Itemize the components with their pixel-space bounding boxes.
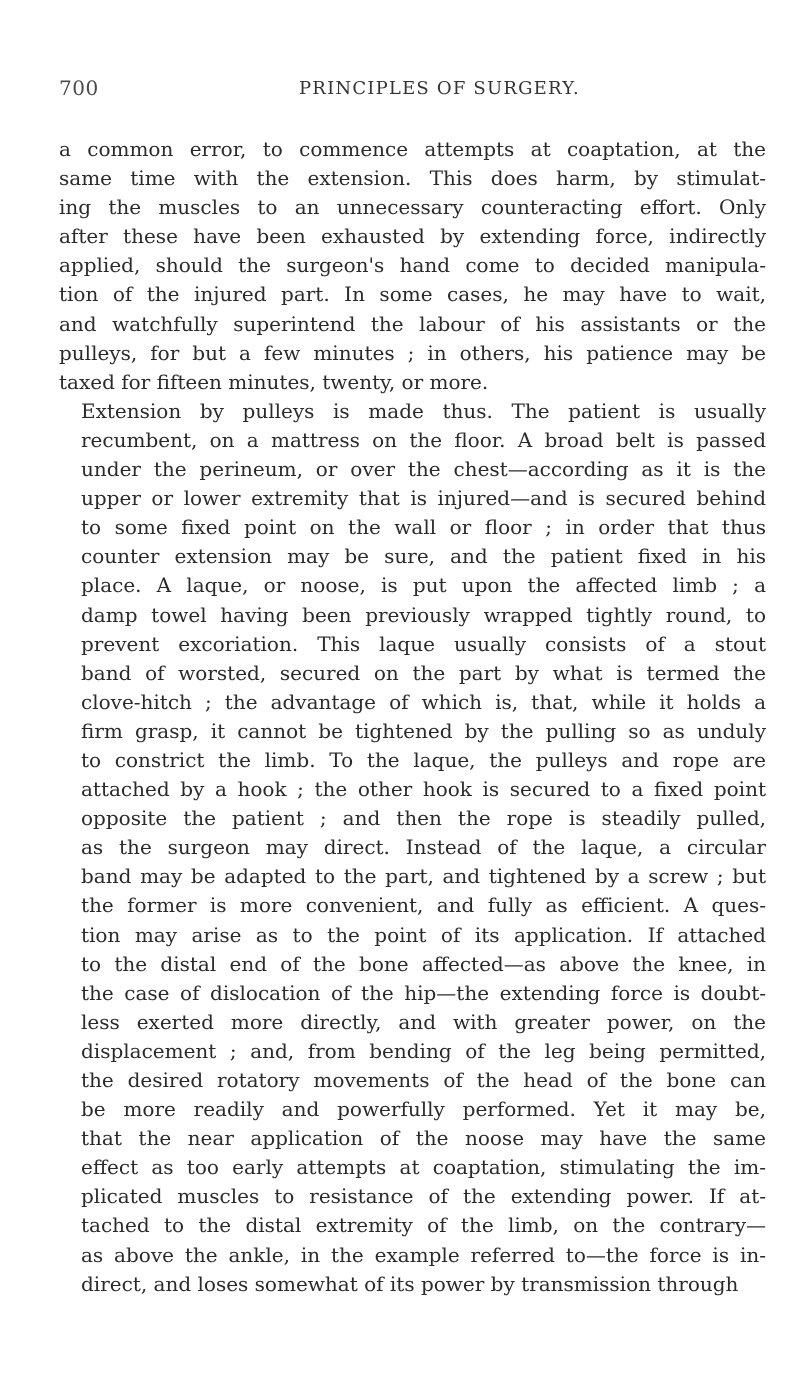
body-text bbox=[59, 135, 766, 1299]
text-line: firm grasp, it cannot be tightened by the pulling so as unduly bbox=[81, 718, 766, 743]
text-line: band of worsted, secured on the part by what is termed the bbox=[81, 660, 766, 685]
text-line: tached to the distal extremity of the limb, on the contrary— bbox=[81, 1213, 766, 1238]
text-line: damp towel having been previously wrapped tightly round, to bbox=[81, 602, 766, 627]
text-line: ing the muscles to an unnecessary counteracting effort. Only bbox=[59, 195, 766, 220]
text-line: clove-hitch ; the advantage of which is, that, while it holds a bbox=[81, 689, 766, 714]
text-line: under the perineum, or over the chest—according as it is the bbox=[81, 457, 766, 482]
text-line: the former is more convenient, and fully as efficient. A ques- bbox=[81, 893, 766, 918]
text-line: opposite the patient ; and then the rope is steadily pulled, bbox=[81, 806, 766, 831]
text-line: attached by a hook ; the other hook is secured to a fixed point bbox=[81, 777, 766, 802]
text-line: plicated muscles to resistance of the extending power. If at- bbox=[81, 1184, 766, 1209]
text-line: to constrict the limb. To the laque, the pulleys and rope are bbox=[81, 747, 766, 772]
text-line: place. A laque, or noose, is put upon the affected limb ; a bbox=[81, 573, 766, 598]
text-line: a common error, to commence attempts at coaptation, at the bbox=[59, 137, 766, 161]
text-line: tion may arise as to the point of its application. If attached bbox=[81, 922, 766, 947]
text-line: displacement ; and, from bending of the leg being permitted, bbox=[81, 1038, 766, 1063]
running-head: PRINCIPLES OF SURGERY. bbox=[299, 78, 580, 99]
text-line: the case of dislocation of the hip—the extending force is doubt- bbox=[81, 980, 766, 1005]
page-number: 700 bbox=[59, 76, 99, 100]
text-line: be more readily and powerfully performed. Yet it may be, bbox=[81, 1097, 766, 1122]
paragraph bbox=[59, 397, 766, 1299]
text-line: band may be adapted to the part, and tightened by a screw ; but bbox=[81, 864, 766, 889]
text-line: same time with the extension. This does harm, by stimulat- bbox=[59, 166, 766, 191]
text-line: less exerted more directly, and with greater power, on the bbox=[81, 1009, 766, 1034]
text-line: the desired rotatory movements of the head of the bone can bbox=[81, 1068, 766, 1092]
text-line: applied, should the surgeon's hand come to decided manipula- bbox=[59, 253, 766, 278]
text-line: taxed for fifteen minutes, twenty, or more. bbox=[59, 369, 489, 394]
text-line: tion of the injured part. In some cases, he may have to wait, bbox=[59, 282, 766, 307]
text-line: counter extension may be sure, and the patient fixed in his bbox=[81, 544, 766, 569]
text-line: to the distal end of the bone affected—as above the knee, in bbox=[81, 951, 766, 976]
text-line: as above the ankle, in the example referred to—the force is in- bbox=[81, 1242, 766, 1267]
paragraph bbox=[59, 135, 766, 397]
page-header bbox=[59, 76, 759, 108]
text-line: and watchfully superintend the labour of his assistants or the bbox=[59, 311, 766, 336]
text-line: prevent excoriation. This laque usually consists of a stout bbox=[81, 631, 766, 656]
text-line: recumbent, on a mattress on the floor. A broad belt is passed bbox=[81, 427, 766, 452]
text-line: direct, and loses somewhat of its power by transmission through bbox=[81, 1271, 739, 1296]
text-line: upper or lower extremity that is injured—and is secured behind bbox=[81, 486, 766, 511]
text-line: Extension by pulleys is made thus. The patient is usually bbox=[81, 398, 766, 423]
text-line: to some fixed point on the wall or floor ; in order that thus bbox=[81, 515, 766, 540]
text-line: that the near application of the noose may have the same bbox=[81, 1126, 766, 1151]
text-line: effect as too early attempts at coaptation, stimulating the im- bbox=[81, 1155, 766, 1180]
text-line: after these have been exhausted by extending force, indirectly bbox=[59, 224, 766, 249]
text-line: pulleys, for but a few minutes ; in others, his patience may be bbox=[59, 340, 766, 365]
text-line: as the surgeon may direct. Instead of the laque, a circular bbox=[81, 835, 766, 860]
